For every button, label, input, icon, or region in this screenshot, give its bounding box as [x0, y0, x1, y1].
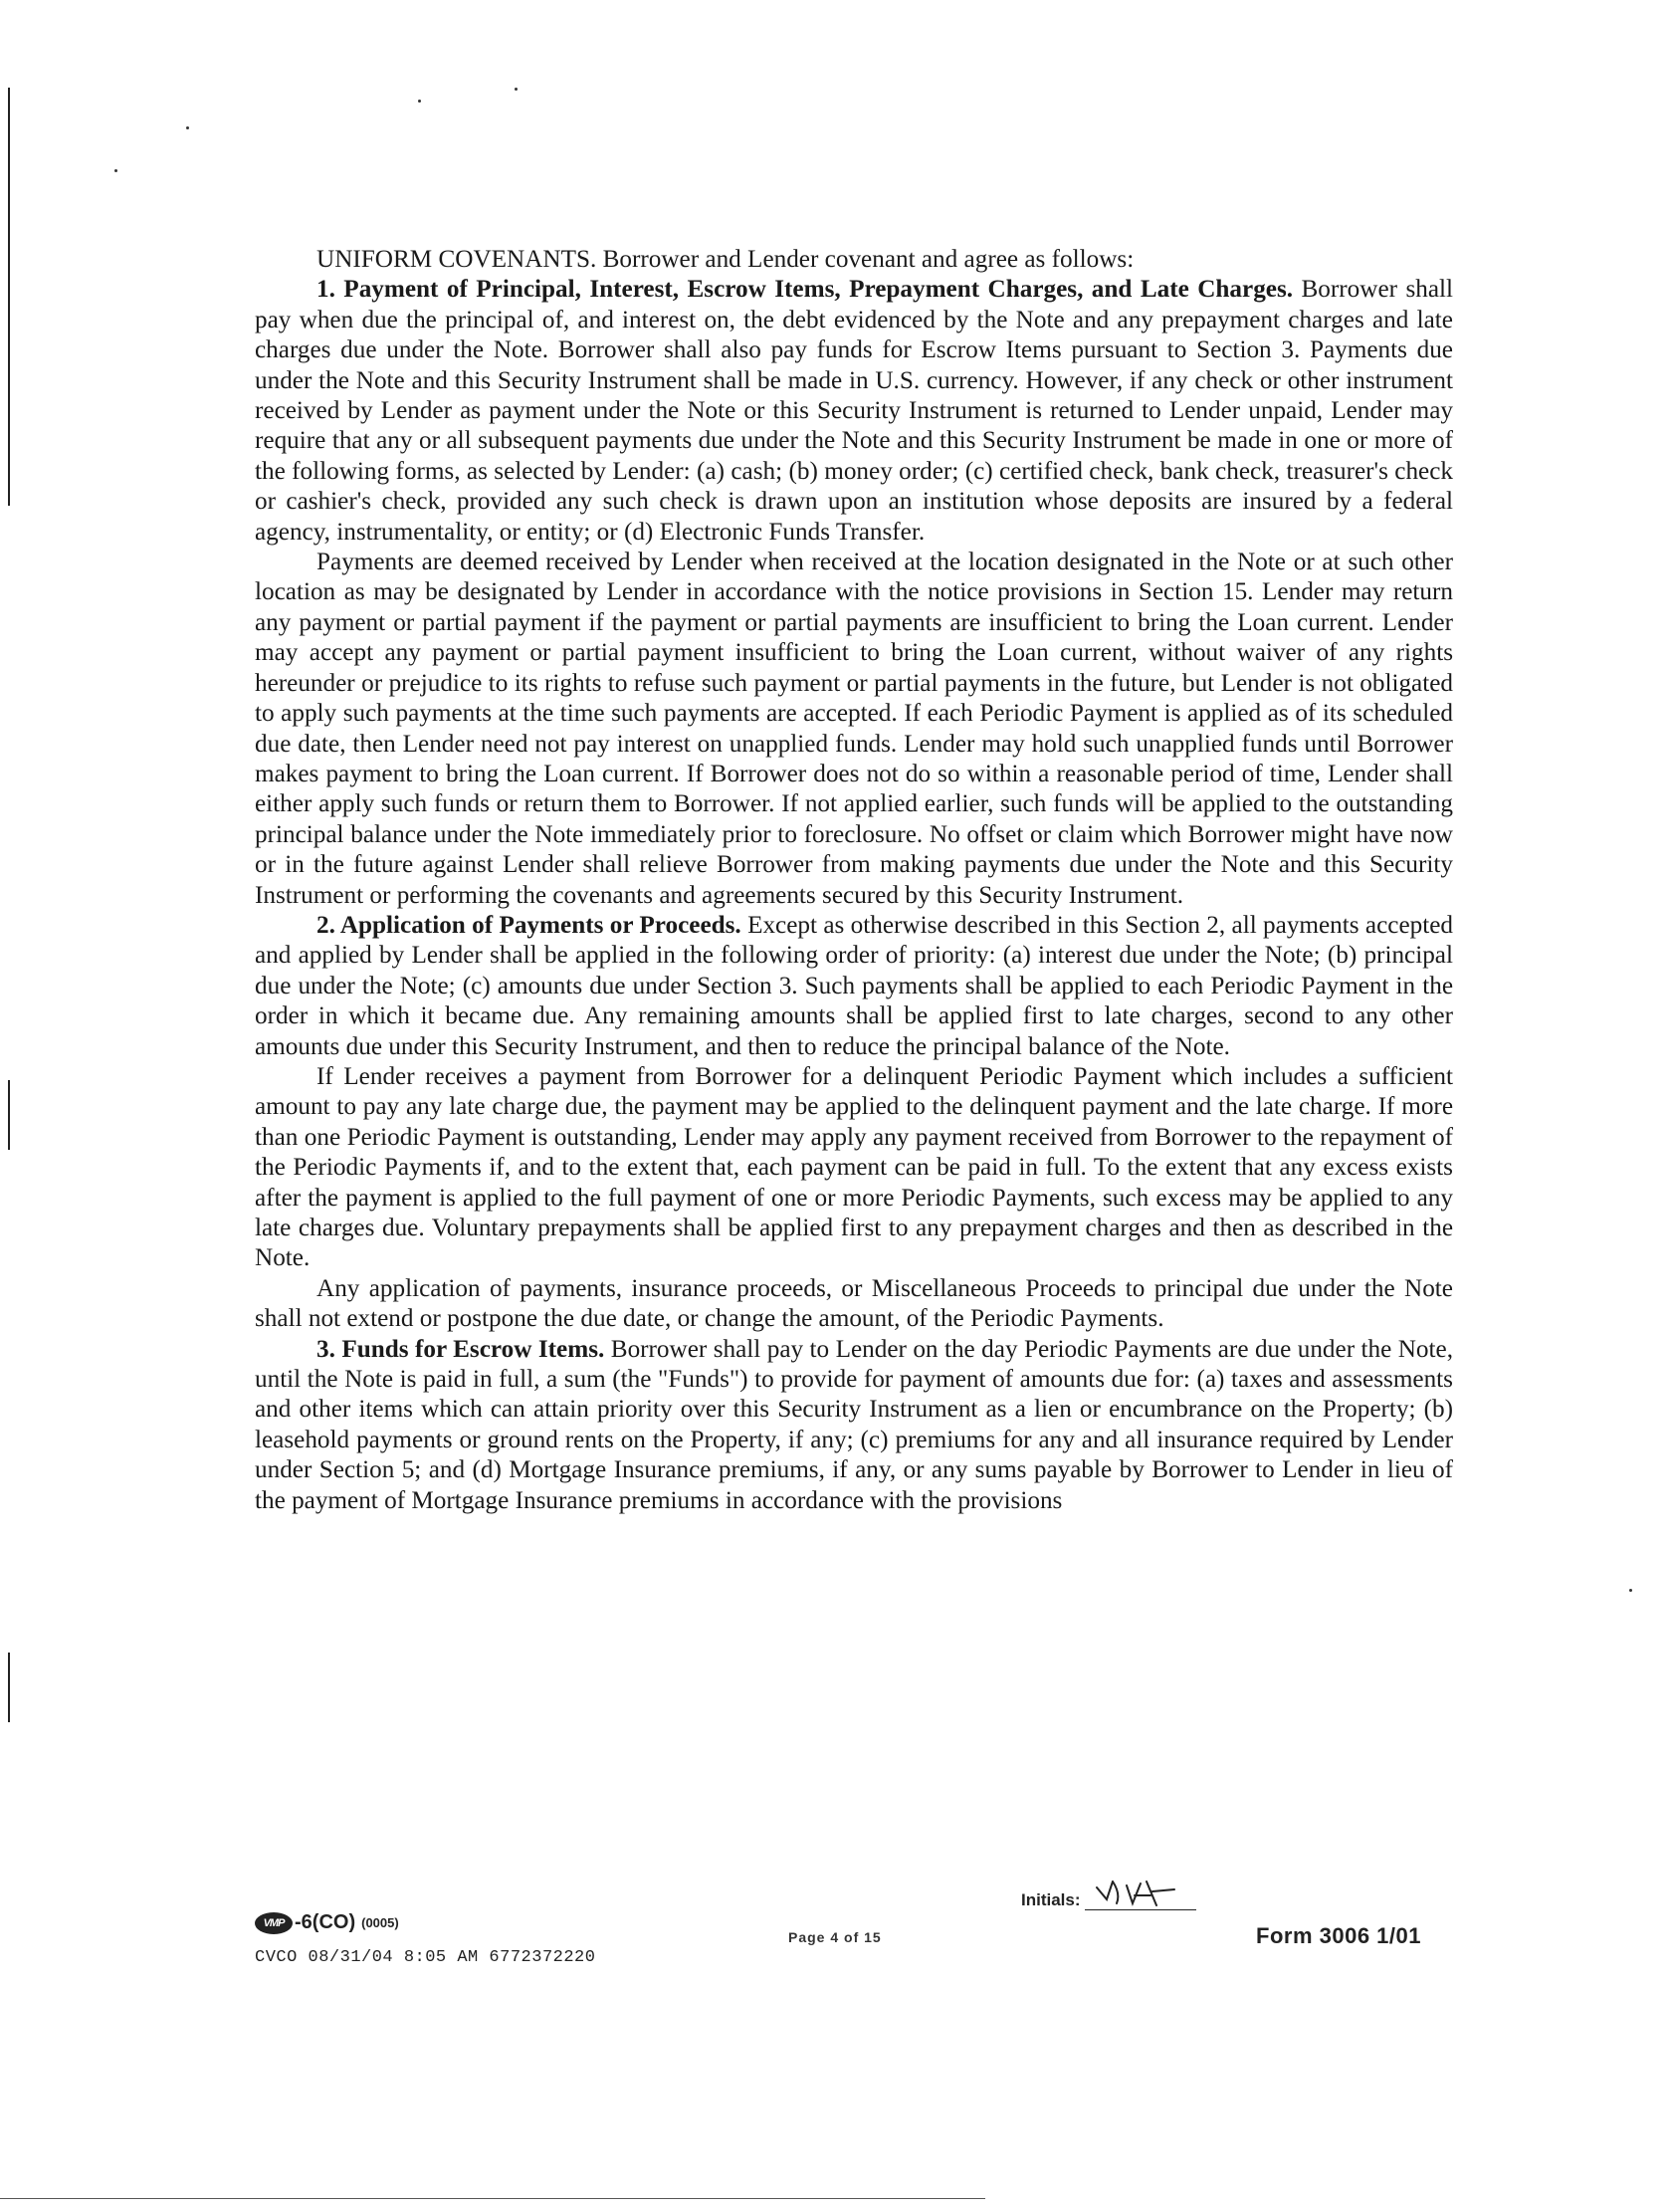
section-1-text: Borrower shall pay when due the principal of, and interest on, the debt evidenced by the Note and any prepayment charges and late charges due under the Note. Borrower shall also pay funds for Escrow Items pursuant to Section 3. Payments due under the Note and this Security Instrument shall be made in U.S. currency. However, if any check or other instrument received by Lender as payment under the Note or this Security Instrument is returned to Lender unpaid, Lender may require that any or all subsequent payments due under the Note and this Security Instrument be made in one or more of the following forms, as selected by Lender: (a) cash; (b) money order; (c) certified check, bank check, treasurer's check or cashier's check, provided any such check is drawn upon an institution whose deposits are insured by a federal agency, instrumentality, or entity; or (d) Electronic Funds Transfer. [255, 276, 1454, 546]
form-code-text: -6(CO) [295, 1911, 356, 1933]
intro-paragraph [255, 245, 1453, 275]
section-1-paragraph-2: Payments are deemed received by Lender when received at the location designated in the Note or at such other location as may be designated by Lender in accordance with the notice provisions in Section 15. Lender may return any payment or partial payment if the payment or partial payments are insufficient to bring the Loan current. Lender may accept any payment or partial payment insufficient to bring the Loan current, without waiver of any rights hereunder or prejudice to its rights to refuse such payment or partial payments in the future, but Lender is not obligated to apply such payments at the time such payments are accepted. If each Periodic Payment is applied as of its scheduled due date, then Lender need not pay interest on unapplied funds. Lender may hold such unapplied funds until Borrower makes payment to bring the Loan current. If Borrower does not do so within a reasonable period of time, Lender shall either apply such funds or return them to Borrower. If not applied earlier, such funds will be applied to the outstanding principal balance under the Note immediately prior to foreclosure. No offset or claim which Borrower might have now or in the future against Lender shall relieve Borrower from making payments due under the Note and this Security Instrument or performing the covenants and agreements secured by this Security Instrument. [255, 549, 1453, 909]
scan-speck [114, 169, 117, 172]
page-number: Page 4 of 15 [788, 1929, 882, 1945]
scan-speck [418, 100, 421, 103]
scan-edge-left-top [8, 88, 10, 506]
section-2-paragraph-3: Any application of payments, insurance proceeds, or Miscellaneous Proceeds to principal due under the Note shall not extend or postpone the due date, or change the amount, of the Periodic Payments. [255, 1274, 1453, 1333]
form-code [255, 1911, 595, 1934]
print-stamp: CVCO 08/31/04 8:05 AM 6772372220 [255, 1948, 596, 1967]
section-2-text: Except as otherwise described in this Section 2, all payments accepted and applied by Lender shall be applied in the following order of priority: (a) interest due under the Note; (b) principal due under the Note; (c) amounts due under Section 3. Such payments shall be applied to each Periodic Payment in the order in which it became due. Any remaining amounts shall be applied first to late charges, second to any other amounts due under this Security Instrument, and then to reduce the principal balance of the Note. [255, 911, 1453, 1060]
scan-speck [1629, 1589, 1632, 1592]
section-3-text: Borrower shall pay to Lender on the day Periodic Payments are due under the Note, until the Note is paid in full, a sum (the "Funds") to provide for payment of amounts due for: (a) taxes and assessments and other items which can attain priority over this Security Instrument as a lien or encumbrance on the Property; (b) leasehold payments or ground rents on the Property, if any; (c) premiums for any and all insurance required by Lender under Section 5; and (d) Mortgage Insurance premiums, if any, or any sums payable by Borrower to Lender in lieu of the payment of Mortgage Insurance premiums in accordance with the provisions [255, 1335, 1454, 1514]
intro-text: Borrower and Lender covenant and agree as follows: [602, 246, 1135, 273]
handwritten-initials-icon [1091, 1874, 1190, 1909]
section-3-paragraph-1 [255, 1335, 1453, 1516]
form-revision: (0005) [361, 1915, 399, 1930]
footer-form-info [255, 1911, 595, 1967]
scan-edge-left-low [8, 1653, 10, 1722]
document-body [255, 245, 1453, 1516]
section-1-heading: 1. Payment of Principal, Interest, Escrow Items, Prepayment Charges, and Late Charges. [316, 276, 1294, 304]
initials-label: Initials: [1021, 1890, 1081, 1909]
section-2-heading: 2. Application of Payments or Proceeds. [316, 911, 741, 939]
initials-signature [1085, 1872, 1196, 1910]
section-2-paragraph-1 [255, 911, 1453, 1062]
intro-heading: UNIFORM COVENANTS. [316, 246, 597, 273]
form-number: Form 3006 1/01 [1256, 1923, 1421, 1948]
section-2-paragraph-2: If Lender receives a payment from Borrower for a delinquent Periodic Payment which includes a sufficient amount to pay any late charge due, the payment may be applied to the delinquent payment and the late charge. If more than one Periodic Payment is outstanding, Lender may apply any payment received from Borrower to the repayment of the Periodic Payments if, and to the extent that, each payment can be paid in full. To the extent that any excess exists after the payment is applied to the full payment of one or more Periodic Payments, such excess may be applied to any late charges due. Voluntary prepayments shall be applied first to any prepayment charges and then as described in the Note. [255, 1062, 1453, 1272]
scan-speck [515, 88, 518, 91]
scan-speck [186, 126, 189, 129]
initials-field [1021, 1872, 1196, 1910]
vmp-logo-icon: VMP [255, 1912, 293, 1934]
scan-edge-left-mid [8, 1080, 10, 1150]
section-3-heading: 3. Funds for Escrow Items. [316, 1335, 605, 1363]
section-1-paragraph-1 [255, 275, 1453, 548]
scan-edge-bottom [0, 2198, 985, 2199]
